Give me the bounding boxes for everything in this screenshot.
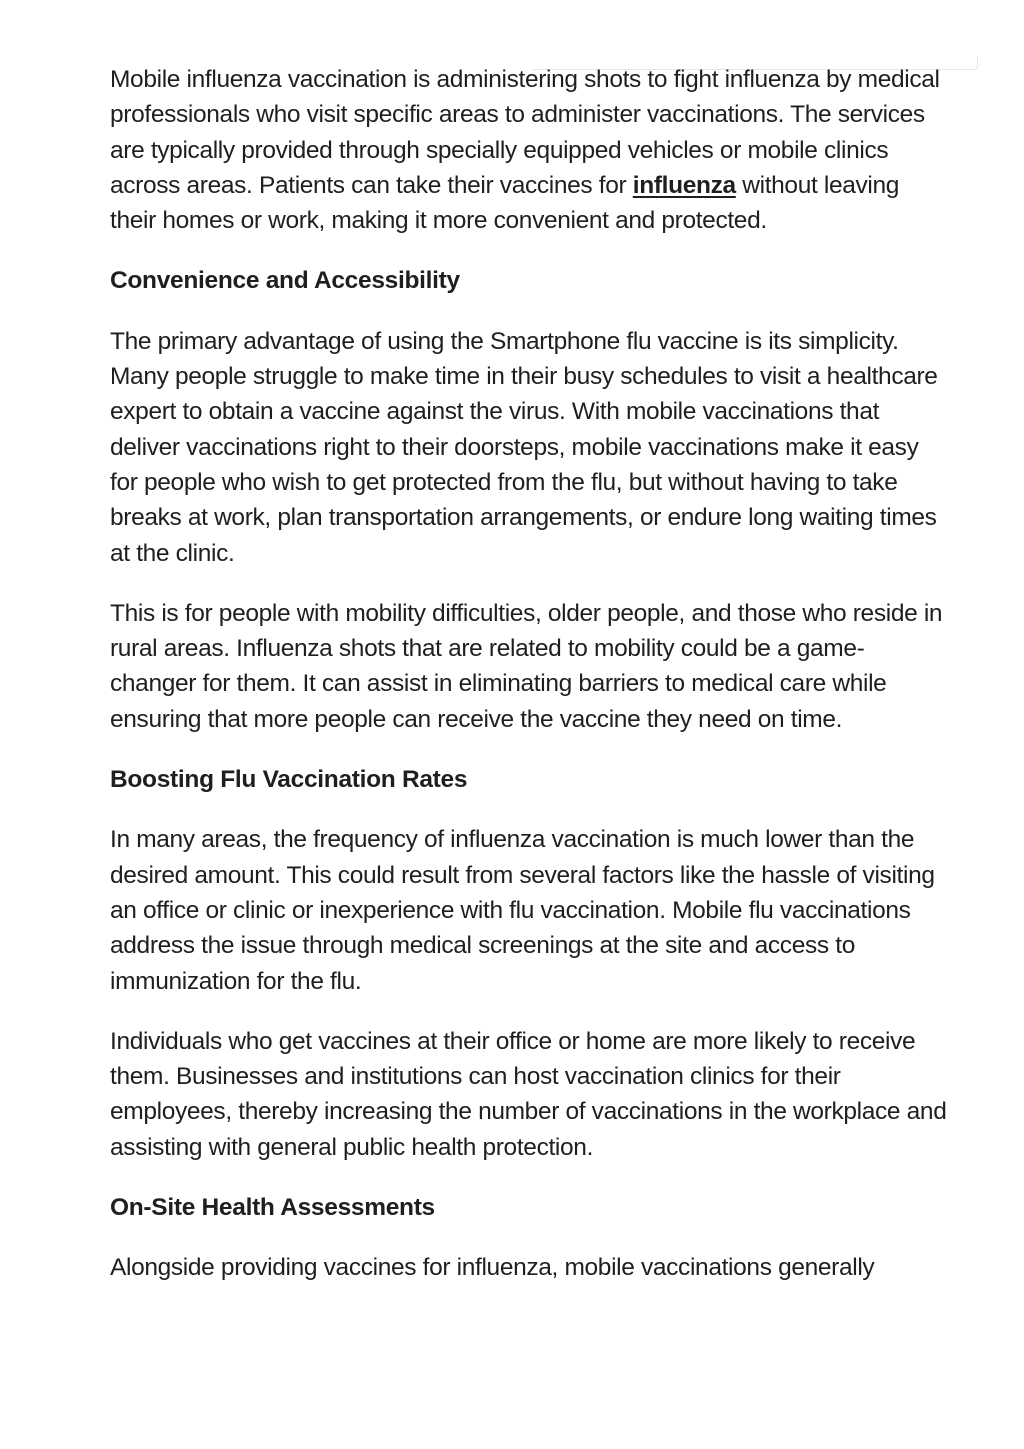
influenza-link[interactable]: influenza [632,171,736,199]
paragraph-convenience-2: This is for people with mobility difficulties, older people, and those who reside in rural areas. Influenza shots that are related to mobility could be a game-changer for them. It can assist in eliminating barriers to medical care while ensuring that more people can receive the vaccine they need on time. [110,599,943,733]
intro-paragraph [110,62,950,238]
paragraph-boosting-1: In many areas, the frequency of influenza vaccination is much lower than the desired amount. This could result from several factors like the hassle of visiting an office or clinic or inexperience with flu vaccination. Mobile flu vaccinations address the issue through medical screenings at the site and access to immunization for the flu. [110,826,935,995]
section-heading-onsite: On-Site Health Assessments [110,1194,435,1222]
section-heading-boosting: Boosting Flu Vaccination Rates [110,766,468,794]
article-body [110,62,950,1311]
paragraph-boosting-2: Individuals who get vaccines at their office or home are more likely to receive them. Businesses and institutions can host vaccination clinics for their employees, thereby increasing the number of vaccinations in the workplace and assisting with general public health protection. [110,1027,947,1161]
intro-text-before: Mobile influenza vaccination is administering shots to fight influenza by medical professionals who visit specific areas to administer vaccinations. The services are typically provided through specially equipped vehicles or mobile clinics across areas. Patients can take their vaccines for [110,66,940,199]
section-heading-convenience: Convenience and Accessibility [110,267,460,295]
paragraph-onsite-1: Alongside providing vaccines for influenza, mobile vaccinations generally [110,1254,875,1282]
paragraph-convenience-1: The primary advantage of using the Smartphone flu vaccine is its simplicity. Many people struggle to make time in their busy schedules to visit a healthcare expert to obtain a vaccine against the virus. With mobile vaccinations that deliver vaccinations right to their doorsteps, mobile vaccinations make it easy for people who wish to get protected from the flu, but without having to take breaks at work, plan transportation arrangements, or endure long waiting times at the clinic. [110,327,938,567]
intro-text-after: without leaving their homes or work, making it more convenient and protected. [110,171,900,235]
